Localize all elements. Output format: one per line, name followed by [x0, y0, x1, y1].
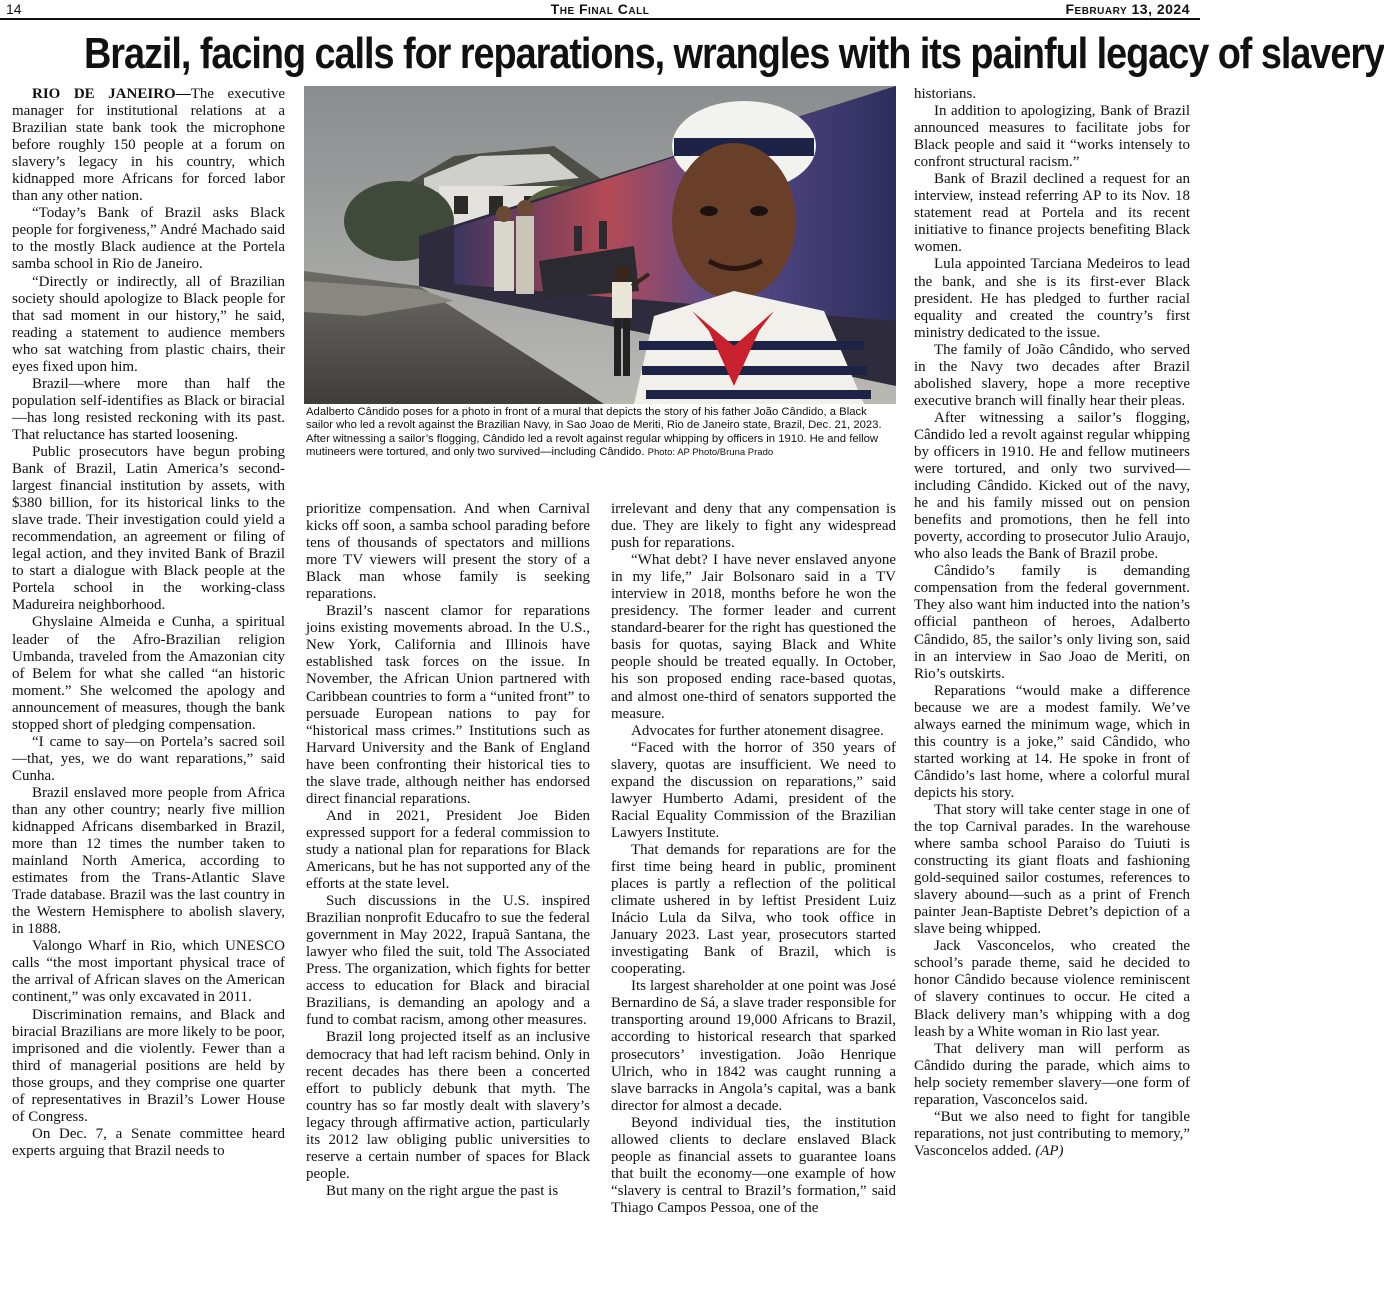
- dateline: RIO DE JANEIRO—: [32, 86, 191, 102]
- paragraph: historians.: [914, 86, 977, 102]
- article-signature: (AP): [1035, 1142, 1064, 1159]
- paragraph: In addition to apologizing, Bank of Brazil announced measures to facilitate jobs for Black people and said it “works intensely to confront structural racism.”: [914, 103, 1190, 171]
- paragraph: But many on the right argue the past is: [326, 1182, 559, 1199]
- paragraph: Brazil’s nascent clamor for reparations joins existing movements abroad. In the U.S., New York, California and Illinois have established task forces on the issue. In November, the African Union partnered with Caribbean countries to form a “united front” to persuade European nations to pay for “historical mass crimes.” Institutions such as Harvard University and the Bank of England have been confronting their historical ties to the slave trade, although neither has endorsed direct financial reparations.: [306, 603, 590, 807]
- paragraph: irrelevant and deny that any compensation is due. They are likely to fight any widespread push for reparations.: [611, 501, 896, 552]
- paragraph: “What debt? I have never enslaved anyone in my life,” Jair Bolsonaro said in a TV interview in 2018, months before he won the presidency. The former leader and current standard-bearer for the right has questioned the basis for quotas, saying Black and White people should be treated equally. In October, his son proposed ending race-based quotas, and almost one-third of senators supported the measure.: [611, 552, 896, 722]
- paragraph: “Today’s Bank of Brazil asks Black people for forgiveness,” André Machado said to the mostly Black audience at the Portela samba school in Rio de Janeiro.: [12, 205, 285, 273]
- mural-photo: [304, 86, 896, 404]
- paragraph: Ghyslaine Almeida e Cunha, a spiritual leader of the Afro-Brazilian religion Umbanda, traveled from the Amazonian city of Belem for what she called “an historic moment.” She welcomed the apology and announcement of measures, though the bank stopped short of pledging compensation.: [12, 614, 285, 733]
- paragraph: That story will take center stage in one of the top Carnival parades. In the warehouse where samba school Paraiso do Tuiuti is constructing its giant floats and fashioning gold-sequined sailor costumes, references to slavery abound—such as a print of French painter Jean-Baptiste Debret’s depiction of a slave being whipped.: [914, 801, 1190, 938]
- page-number: 14: [6, 1, 22, 17]
- page-folio: [0, 0, 1200, 18]
- paragraph: That demands for reparations are for the first time being heard in public, prominent places is partly a reflection of the political climate ushered in by leftist President Luiz Inácio Lula da Silva, who took office in January 2023. Last year, prosecutors started investigating Bank of Brazil, which is cooperating.: [611, 841, 896, 978]
- paragraph: And in 2021, President Joe Biden expressed support for a federal commission to study a national plan for reparations for Black Americans, but he has not supported any of the efforts at the state level.: [306, 807, 590, 893]
- paragraph: Bank of Brazil declined a request for an interview, instead referring AP to its Nov. 18 statement read at Portela and its recent initiative to finance projects benefiting Black women.: [914, 171, 1190, 256]
- article-column-3: [611, 501, 896, 1293]
- paragraph: Its largest shareholder at one point was José Bernardino de Sá, a slave trader responsible for transporting around 19,000 Africans to Brazil, according to historical research that sparked prosecutors’ investigation. João Henrique Ulrich, who in 1842 was caught running a slave barracks in Angola’s capital, was a bank director for almost a decade.: [611, 978, 896, 1114]
- paragraph: Public prosecutors have begun probing Bank of Brazil, Latin America’s second-largest financial institution by assets, with $380 billion, for its historical links to the slave trade. Their investigation could yield a recommendation, an agreement or filing of legal action, and they invited Bank of Brazil to start a dialogue with Black people at the Portela school in the working-class Madureira neighborhood.: [12, 443, 285, 614]
- paragraph: Valongo Wharf in Rio, which UNESCO calls “the most important physical trace of the arrival of African slaves on the American continent,” was only excavated in 2011.: [12, 938, 285, 1006]
- caption-text: Adalberto Cândido poses for a photo in front of a mural that depicts the story of his father João Cândido, a Black sailor who led a revolt against the Brazilian Navy, in Sao Joao de Meriti, Rio de Janeiro state, Brazil, Dec. 21, 2023. After witnessing a sailor’s flogging, Cândido led a revolt against regular whipping by officers in 1910. He and fellow mutineers were tortured, and only two survived—including Cândido.: [306, 406, 882, 459]
- paragraph: Beyond individual ties, the institution allowed clients to declare enslaved Black people as financial assets to guarantee loans that built the economy—one example of how “slavery is central to Brazil’s formation,” said Thiago Campos Pessoa, one of the: [611, 1114, 896, 1216]
- paragraph: Lula appointed Tarciana Medeiros to lead the bank, and she is its first-ever Black president. He has pledged to further racial equality and created the country’s first ministry dedicated to the issue.: [914, 256, 1190, 341]
- paragraph: Such discussions in the U.S. inspired Brazilian nonprofit Educafro to sue the federal government in May 2022, Irapuã Santana, the lawyer who filed the suit, told The Associated Press. The organization, which fights for better access to education for Black and biracial Brazilians, is demanding an apology and a fund to combat racism, among other measures.: [306, 893, 590, 1029]
- paragraph: Cândido’s family is demanding compensation from the federal government. They also want him inducted into the nation’s official pantheon of heroes, Adalberto Cândido, 85, the sailor’s only living son, said in an interview in Sao Joao de Meriti, on Rio’s outskirts.: [914, 563, 1190, 682]
- paragraph: Brazil long projected itself as an inclusive democracy that had left racism behind. Only in recent decades has there been a concerted effort to publicly debunk that myth. The country has so far mostly dealt with slavery’s legacy through affirmative action, particularly its 2012 law obliging public universities to reserve a certain number of spaces for Black people.: [306, 1029, 590, 1182]
- paragraph: Jack Vasconcelos, who created the school’s parade theme, said he decided to honor Cândido because violence reminiscent of slavery continues to occur. He cited a Black delivery man’s whipping with a dog leash by a White woman in Rio last year.: [914, 938, 1190, 1040]
- paragraph: “But we also need to fight for tangible reparations, not just contributing to memory,” Vasconcelos added. (AP): [914, 1108, 1190, 1159]
- paragraph: “Faced with the horror of 350 years of slavery, quotas are insufficient. We need to expand the discussion on reparations,” said lawyer Humberto Adami, president of the Racial Equality Commission of the Brazilian Lawyers Institute.: [611, 739, 896, 841]
- header-rule: [0, 18, 1200, 20]
- article-column-2: [306, 501, 590, 1293]
- publication-name: The Final Call: [550, 1, 650, 17]
- paragraph: That delivery man will perform as Cândido during the parade, which aims to help society remember slavery—one form of reparation, Vasconcelos said.: [914, 1040, 1190, 1108]
- paragraph: Discrimination remains, and Black and biracial Brazilians are more likely to be poor, imprisoned and die violently. Fewer than a third of managerial positions are held by those groups, and they comprise one quarter of representatives in Brazil’s Lower House of Congress.: [12, 1006, 285, 1125]
- photo-credit: Photo: AP Photo/Bruna Prado: [647, 447, 774, 459]
- paragraph: “I came to say—on Portela’s sacred soil—that, yes, we do want reparations,” said Cunha.: [12, 733, 285, 784]
- paragraph: After witnessing a sailor’s flogging, Cândido led a revolt against regular whipping by officers in 1910. He and fellow mutineers were tortured, and only two survived—including Cândido. Kicked out of the navy, he and his family missed out on pension benefits and promotions, then he fell into poverty, according to prosecutor Julio Araujo, who also leads the Bank of Brazil probe.: [914, 409, 1190, 563]
- paragraph: The family of João Cândido, who served in the Navy two decades after Brazil abolished slavery, hope a more receptive executive branch will finally hear their pleas.: [914, 341, 1190, 409]
- article-column-1: [12, 86, 285, 1292]
- paragraph: Brazil enslaved more people from Africa than any other country; nearly five million kidnapped Africans disembarked in Brazil, more than 12 times the number taken to mainland North America, according to estimates from the Trans-Atlantic Slave Trade database. Brazil was the last country in the Western Hemisphere to abolish slavery, in 1888.: [12, 784, 285, 938]
- paragraph: Advocates for further atonement disagree.: [631, 722, 884, 739]
- article-column-4: [914, 86, 1190, 1292]
- paragraph: Brazil—where more than half the population self-identifies as Black or biracial—has long resisted reckoning with its past. That reluctance has started loosening.: [12, 375, 285, 443]
- paragraph: Reparations “would make a difference because we are a modest family. We’ve always earned the minimum wage, which in this country is a joke,” said Cândido, who started working at 14. He spoke in front of Cândido’s last home, where a colorful mural depicts his story.: [914, 682, 1190, 801]
- paragraph: prioritize compensation. And when Carnival kicks off soon, a samba school parading before tens of thousands of spectators and millions more TV viewers will present the story of a Black man whose family is seeking reparations.: [306, 501, 590, 603]
- photo-caption: [306, 406, 894, 496]
- paragraph: On Dec. 7, a Senate committee heard experts arguing that Brazil needs to: [12, 1125, 285, 1159]
- paragraph: “Directly or indirectly, all of Brazilian society should apologize to Black people for that sad moment in our history,” he said, reading a statement to audience members who sat watching from plastic chairs, their eyes fixed upon him.: [12, 273, 285, 375]
- article-headline: Brazil, facing calls for reparations, wrangles with its painful legacy of slavery: [84, 29, 1384, 78]
- issue-date: February 13, 2024: [1065, 1, 1190, 17]
- lead-paragraph: RIO DE JANEIRO—The executive manager for institutional relations at a Brazilian state bank took the microphone before roughly 150 people at a forum on slavery’s legacy in his country, which kidnapped more Africans for forced labor than any other nation.: [12, 86, 285, 205]
